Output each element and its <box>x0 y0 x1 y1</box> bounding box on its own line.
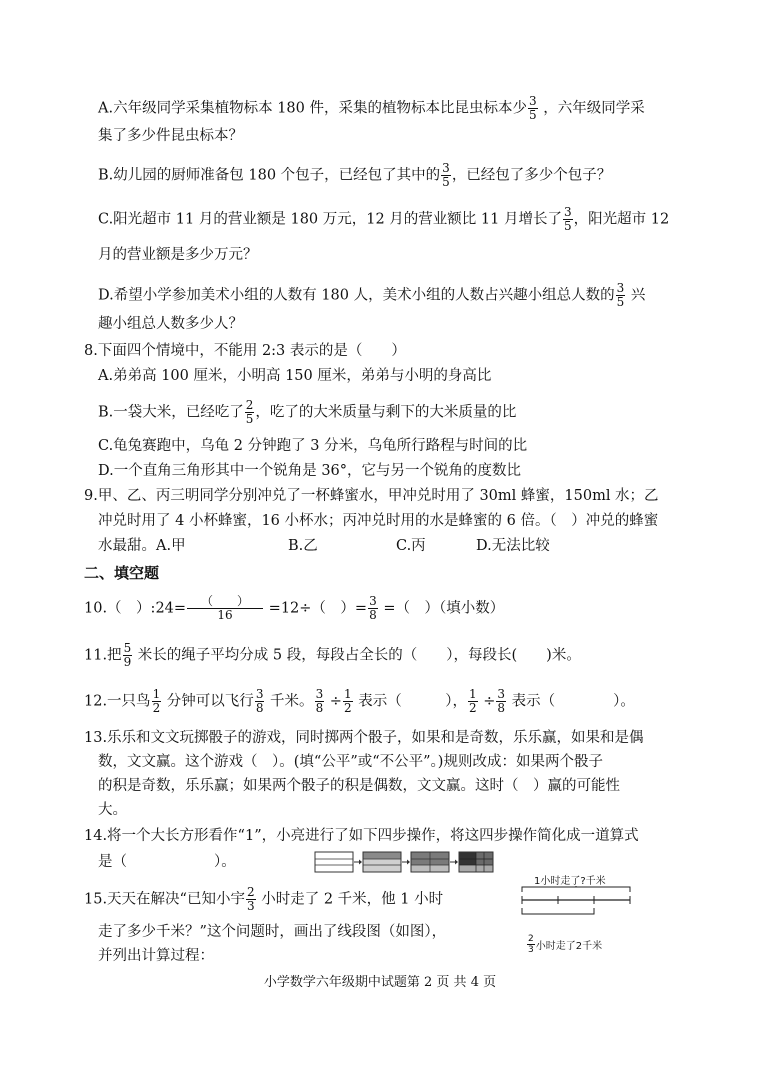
q7-option-d-line2: 趣小组总人数多少人？ <box>98 316 243 332</box>
denominator: 3 <box>246 899 255 913</box>
q13-line1: 13.乐乐和文文玩掷骰子的游戏，同时掷两个骰子，如果和是奇数，乐乐赢，如果和是偶 <box>84 730 644 746</box>
denominator: 5 <box>616 295 625 309</box>
numerator: 3 <box>497 687 506 701</box>
q8-option-b <box>98 399 516 426</box>
q15-line2: 走了多少千米？”这个问题时，画出了线段图（如图）， <box>98 924 447 940</box>
q9-line2: 冲兑时用了 4 小杯蜂蜜，16 小杯水；丙冲兑时用的水是蜂蜜的 6 倍。（ ）冲兑的蜂蜜 <box>98 513 659 529</box>
denominator: 16 <box>217 608 233 622</box>
text: ，阳光超市 12 <box>573 211 670 228</box>
numerator: 3 <box>369 594 377 608</box>
q7-option-c-line1 <box>98 206 669 233</box>
denominator: 8 <box>497 701 506 715</box>
numerator: （ ） <box>187 595 263 609</box>
denominator: 5 <box>528 108 537 122</box>
fraction <box>527 934 535 955</box>
q14-line2: 是（ ）。 <box>98 854 236 870</box>
denominator: 8 <box>369 608 377 622</box>
text: ÷ <box>478 693 496 710</box>
fraction <box>123 642 133 669</box>
text: 兴 <box>626 287 646 304</box>
step-2-rectangle <box>363 852 401 872</box>
fraction <box>152 688 162 715</box>
numerator: 5 <box>123 641 132 655</box>
step-1-rectangle <box>315 852 353 872</box>
denominator: 5 <box>442 175 450 189</box>
text: B.一袋大米，已经吃了 <box>98 404 244 421</box>
numerator: 3 <box>563 205 572 219</box>
text: C.阳光超市 11 月的营业额是 180 万元，12 月的营业额比 11 月增长了 <box>98 211 562 228</box>
q14-line1: 14.将一个大长方形看作“1”，小亮进行了如下四步操作，将这四步操作简化成一道算式 <box>84 828 639 844</box>
q13-line3: 的积是奇数，乐乐赢；如果两个骰子的积是偶数，文文赢。这时（ ）赢的可能性 <box>98 778 620 794</box>
text: D.希望小学参加美术小组的人数有 180 人，美术小组的人数占兴趣小组总人数的 <box>98 287 615 304</box>
fraction <box>255 688 265 715</box>
fraction <box>368 595 378 622</box>
q7-option-c-line2: 月的营业额是多少万元？ <box>98 247 258 263</box>
rectangle-operations-diagram <box>314 849 494 875</box>
text: 15.天天在解决“已知小宇 <box>84 891 245 908</box>
page-footer: 小学数学六年级期中试题第 2 页 共 4 页 <box>263 975 497 990</box>
segment-lines <box>520 886 640 922</box>
q7-option-a-line2: 集了多少件昆虫标本？ <box>98 128 243 144</box>
diagram-top-label: 1小时走了?千米 <box>534 876 606 887</box>
numerator: 1 <box>152 687 161 701</box>
q12 <box>84 688 635 715</box>
q7-option-a-line1 <box>98 95 645 122</box>
denominator: 5 <box>245 412 254 426</box>
text: 表示（ ）， <box>353 693 467 710</box>
numerator: 3 <box>255 687 264 701</box>
numerator: 1 <box>343 687 352 701</box>
denominator: 8 <box>255 701 264 715</box>
text: B.幼儿园的厨师准备包 180 个包子，已经包了其中的 <box>98 167 441 184</box>
numerator: 3 <box>616 281 625 295</box>
text: 12.一只鸟 <box>84 693 151 710</box>
fraction <box>616 282 626 309</box>
text: 表示（ ）。 <box>507 693 635 710</box>
fraction <box>245 399 255 426</box>
q13-line4: 大。 <box>98 802 127 818</box>
fraction <box>187 595 263 622</box>
section-title-fill-in: 二、填空题 <box>84 564 160 582</box>
text: =12÷（ ）= <box>264 600 368 617</box>
q9-option-b: B.乙 <box>288 538 318 554</box>
arrow-head-icon <box>359 860 362 865</box>
fraction <box>315 688 325 715</box>
arrow-head-icon <box>455 860 458 865</box>
text: =（ ）（填小数） <box>378 600 505 617</box>
q9-option-d: D.无法比较 <box>476 538 550 554</box>
q9-option-c: C.丙 <box>396 538 426 554</box>
fraction <box>563 206 573 233</box>
text: 千米。 <box>265 693 314 710</box>
step-4-rectangle <box>459 852 493 872</box>
denominator: 8 <box>315 701 324 715</box>
text: 小时走了2千米 <box>535 941 603 952</box>
denominator: 9 <box>123 655 132 669</box>
q9-line3: 水最甜。A.甲 <box>98 538 186 554</box>
q11 <box>84 642 581 669</box>
text: 小时走了 2 千米，他 1 小时 <box>256 891 444 908</box>
text: ÷ <box>325 693 342 710</box>
text: 米长的绳子平均分成 5 段，每段占全长的（ ），每段长( )米。 <box>133 647 581 664</box>
q8-option-c: C.龟兔赛跑中，乌龟 2 分钟跑了 3 分米，乌龟所行路程与时间的比 <box>98 438 528 454</box>
text: A.六年级同学采集植物标本 180 件，采集的植物标本比昆虫标本少 <box>98 100 527 117</box>
denominator: 2 <box>152 701 161 715</box>
q13-line2: 数，文文赢。这个游戏（ ）。(填“公平”或“不公平”。)规则改成：如果两个骰子 <box>98 754 603 770</box>
text: ，吃了的大米质量与剩下的大米质量的比 <box>255 404 517 421</box>
numerator: 2 <box>246 885 255 899</box>
q15-line1 <box>84 886 443 913</box>
q7-option-b <box>98 162 611 189</box>
text: ，已经包了多少个包子？ <box>451 167 612 184</box>
arrow-head-icon <box>407 860 410 865</box>
line-segment-diagram <box>520 872 640 962</box>
text: ，六年级同学采 <box>538 100 645 117</box>
numerator: 3 <box>528 94 537 108</box>
text: 11.把 <box>84 647 122 664</box>
q9-line1: 9.甲、乙、丙三明同学分别冲兑了一杯蜂蜜水，甲冲兑时用了 30ml 蜂蜜，150ml 水；乙 <box>84 488 659 504</box>
denominator: 2 <box>468 701 477 715</box>
q8-stem: 8.下面四个情境中，不能用 2:3 表示的是（ ） <box>84 343 406 359</box>
numerator: 2 <box>528 934 534 944</box>
step-3-rectangle <box>411 852 449 872</box>
q10 <box>84 595 504 622</box>
fraction <box>496 688 506 715</box>
fraction <box>246 886 256 913</box>
fraction <box>343 688 353 715</box>
text: 10.（ ）:24= <box>84 600 187 617</box>
numerator: 3 <box>442 161 450 175</box>
numerator: 1 <box>468 687 477 701</box>
fraction <box>468 688 478 715</box>
fraction <box>441 162 451 189</box>
denominator: 3 <box>528 945 534 955</box>
numerator: 3 <box>315 687 324 701</box>
denominator: 5 <box>563 219 572 233</box>
denominator: 2 <box>343 701 352 715</box>
fraction <box>528 95 538 122</box>
q8-option-a: A.弟弟高 100 厘米，小明高 150 厘米，弟弟与小明的身高比 <box>98 368 492 384</box>
diagram-bottom-label <box>526 934 602 955</box>
q8-option-d: D.一个直角三角形其中一个锐角是 36°，它与另一个锐角的度数比 <box>98 463 522 479</box>
numerator: 2 <box>245 398 254 412</box>
text: 分钟可以飞行 <box>162 693 254 710</box>
q7-option-d-line1 <box>98 282 645 309</box>
q15-line3: 并列出计算过程： <box>98 948 214 964</box>
